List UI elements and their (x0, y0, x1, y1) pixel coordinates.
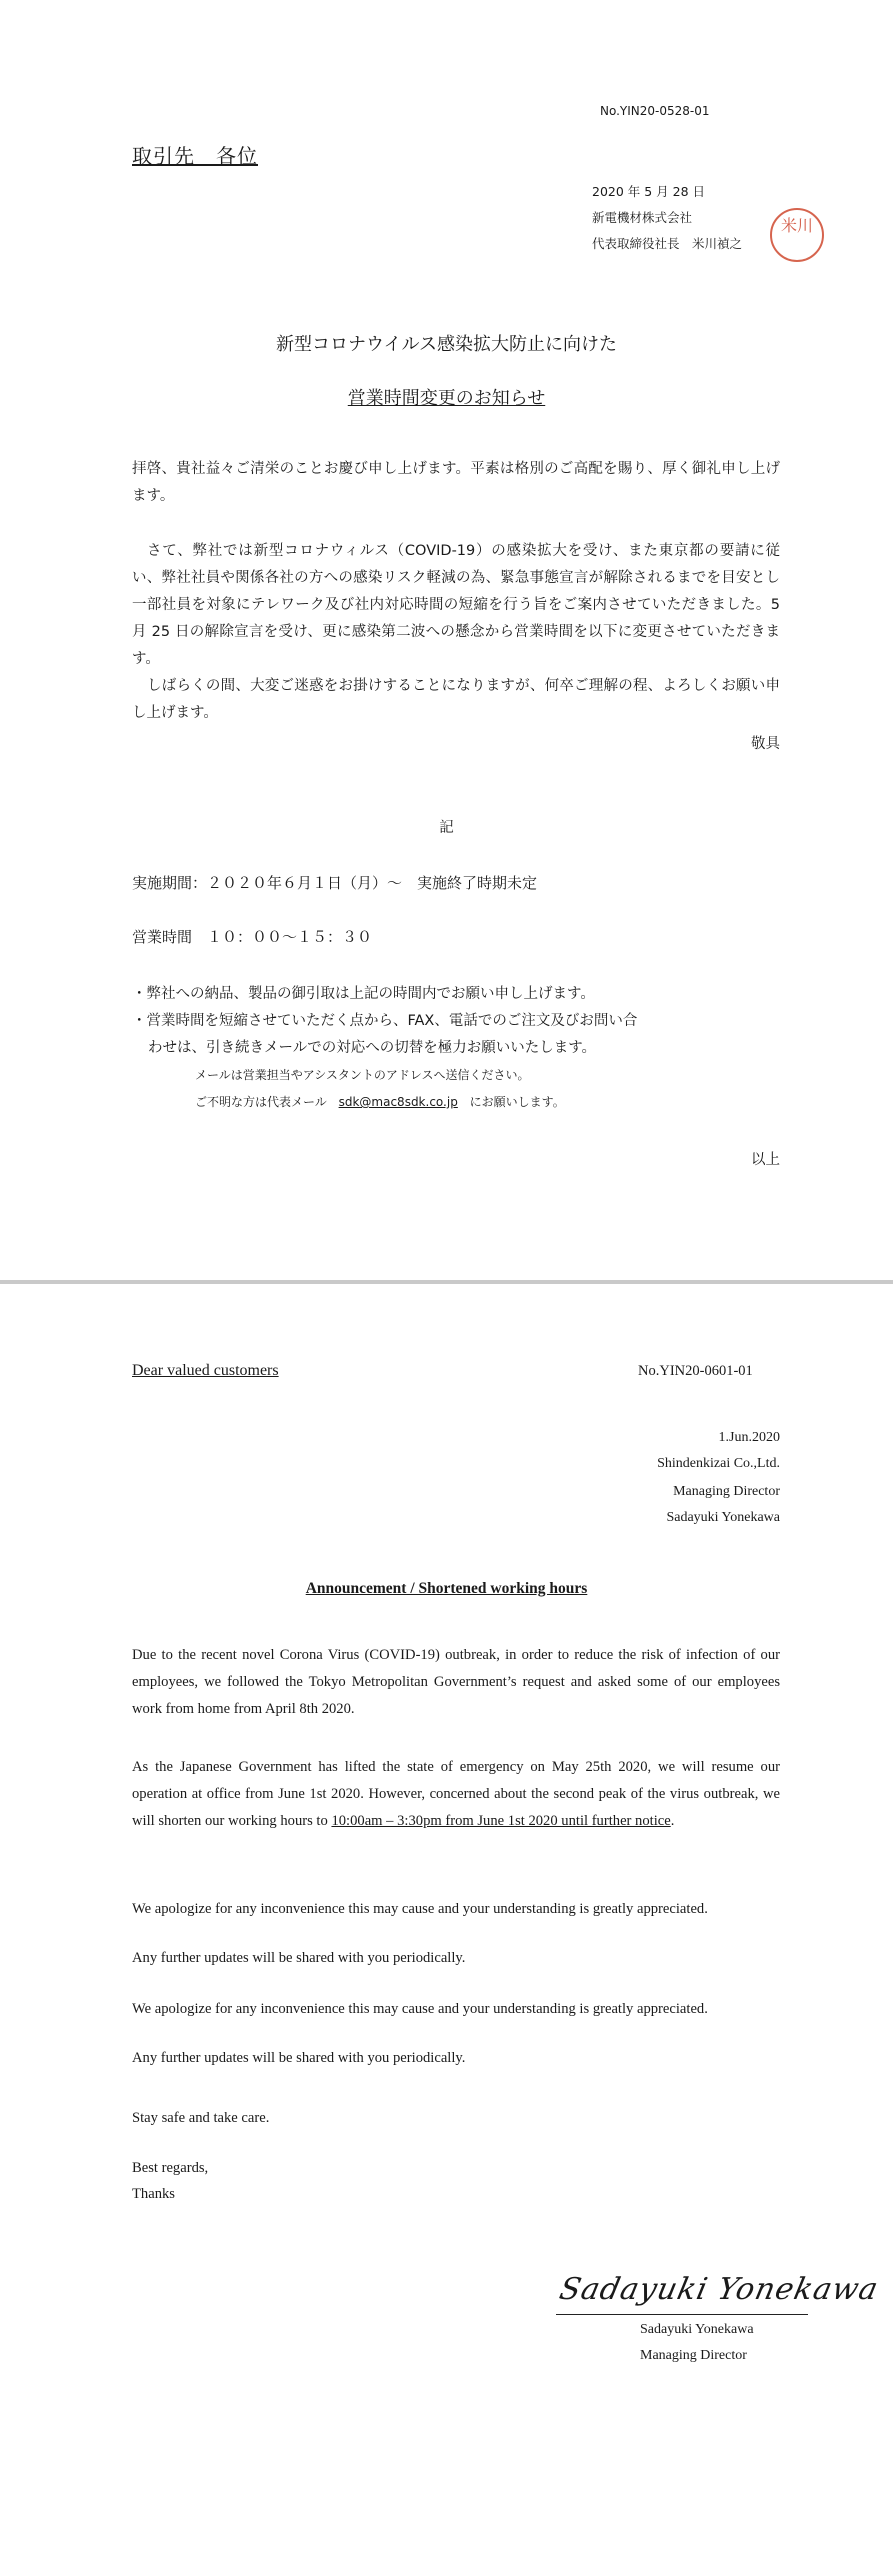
jp-representative: 代表取締役社長 米川禎之 (592, 236, 743, 251)
jp-end-mark: 以上 (751, 1152, 780, 1168)
en-recipient: Dear valued customers (132, 1362, 279, 1379)
en-paragraph-4-updates: Any further updates will be shared with you periodically. (132, 2050, 466, 2066)
en-company: Shindenkizai Co.,Ltd. (657, 1456, 780, 1471)
jp-body-1: さて、弊社では新型コロナウィルス（COVID-19）の感染拡大を受け、また東京都の要請に従い、弊社社員や関係各社の方への感染リスク軽減の為、緊急事態宣言が解除されるまでを目安とし一部社員を対象にテレワーク及び社内対応時間の短縮を行う旨をご案内させていただきました。5 月 25 日の解除宣言を受け、更に感染第二波への懸念から営業時間を以下に変更させていただきます。 (132, 543, 780, 667)
jp-ki: 記 (439, 820, 454, 836)
jp-bullet-2a: ・営業時間を短縮させていただく点から、FAX、電話でのご注文及びお問い合 (132, 1013, 638, 1029)
jp-note-1: メールは営業担当やアシスタントのアドレスへ送信ください。 (195, 1068, 530, 1082)
jp-date: 2020 年 5 月 28 日 (592, 184, 706, 199)
en-new-hours: 10:00am – 3:30pm from June 1st 2020 until further notice (331, 1813, 671, 1829)
en-paragraph-2: As the Japanese Government has lifted the state of emergency on May 25th 2020, we will resume our operation at office from June 1st 2020. However, concerned about the second peak of the virus outbreak, we will shorten our working hours to 10:00am – 3:30pm from June 1st 2020 until further notice. (132, 1759, 780, 1829)
company-seal: 米川 (770, 208, 824, 262)
en-paragraph-2-text: As the Japanese Government has lifted the state of emergency on May 25th 2020, we will resume our operation at office from June 1st 2020. However, concerned about the second peak of the virus outbreak, we will shorten our working hours to (132, 1759, 780, 1829)
signature-underline (556, 2314, 808, 2315)
en-best-regards: Best regards, (132, 2160, 209, 2176)
en-title: Announcement / Shortened working hours (305, 1580, 588, 1597)
en-name: Sadayuki Yonekawa (666, 1510, 780, 1525)
en-position: Managing Director (673, 1484, 780, 1499)
jp-note-2-suffix: にお願いします。 (469, 1095, 565, 1109)
jp-company: 新電機材株式会社 (592, 210, 693, 225)
en-paragraph-1: Due to the recent novel Corona Virus (COVID-19) outbreak, in order to reduce the risk of infection of our employees, we followed the Tokyo Metropolitan Government’s request and asked some of our employees work from home from April 8th 2020. (132, 1647, 780, 1717)
jp-body-2: しばらくの間、大変ご迷惑をお掛けすることになりますが、何卒ご理解の程、よろしくお願い申し上げます。 (132, 678, 780, 721)
en-paragraph-3-updates: Any further updates will be shared with you periodically. (132, 1950, 466, 1966)
jp-contact-email-link[interactable]: sdk@mac8sdk.co.jp (338, 1095, 458, 1109)
jp-recipient: 取引先 各位 (132, 144, 258, 168)
english-notice-page (0, 1284, 893, 2570)
jp-doc-number: No.YIN20-0528-01 (600, 104, 710, 118)
jp-bullet-2b: わせは、引き続きメールでの対応への切替を極力お願いいたします。 (148, 1040, 597, 1056)
jp-greeting: 拝啓、貴社益々ご清栄のことお慶び申し上げます。平素は格別のご高配を賜り、厚く御礼申し上げます。 (132, 461, 780, 504)
jp-title-line1: 新型コロナウイルス感染拡大防止に向けた (276, 334, 617, 355)
en-stay-safe: Stay safe and take care. (132, 2110, 270, 2126)
jp-hours: 営業時間 １０：００～１５：３０ (132, 928, 373, 946)
en-doc-number: No.YIN20-0601-01 (638, 1363, 753, 1379)
en-signatory-name: Sadayuki Yonekawa (640, 2322, 754, 2337)
jp-title-line2: 営業時間変更のお知らせ (347, 388, 546, 409)
jp-bullet-1: ・弊社への納品、製品の御引取は上記の時間内でお願い申し上げます。 (132, 986, 595, 1002)
en-thanks: Thanks (132, 2186, 175, 2202)
en-date: 1.Jun.2020 (718, 1430, 780, 1445)
jp-closing: 敬具 (751, 736, 780, 752)
jp-note-2 (195, 1093, 565, 1110)
handwritten-signature: Sadayuki Yonekawa (556, 2272, 882, 2307)
en-paragraph-4: We apologize for any inconvenience this may cause and your understanding is greatly appreciated. (132, 2001, 708, 2017)
jp-note-2-prefix: ご不明な方は代表メール (195, 1095, 327, 1109)
en-signatory-position: Managing Director (640, 2348, 747, 2363)
japanese-notice-page (0, 0, 893, 1280)
jp-period: 実施期間：２０２０年６月１日（月）～ 実施終了時期未定 (132, 874, 538, 892)
en-paragraph-3: We apologize for any inconvenience this may cause and your understanding is greatly appreciated. (132, 1901, 708, 1917)
